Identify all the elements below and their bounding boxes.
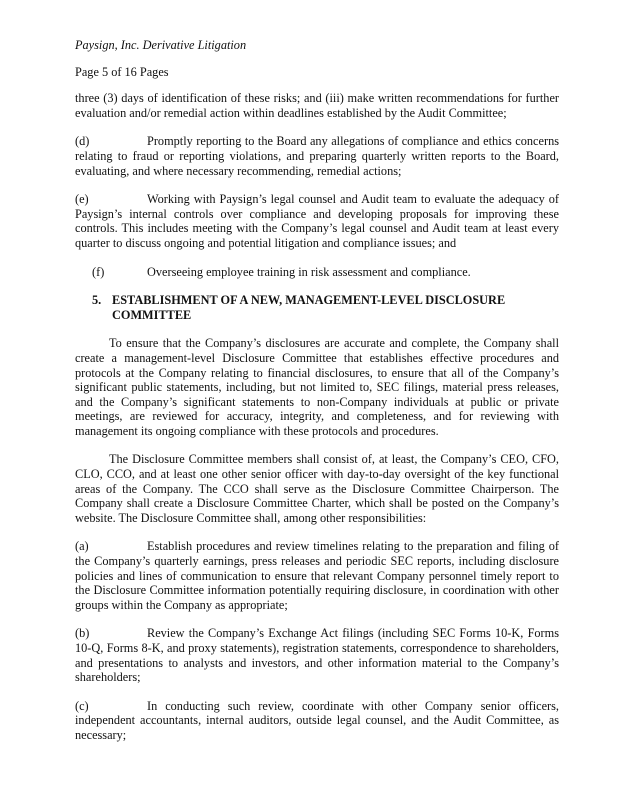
item-c <box>75 699 559 743</box>
document-header-title: Paysign, Inc. Derivative Litigation <box>75 38 247 52</box>
item-b <box>75 626 559 684</box>
item-d <box>75 134 559 178</box>
item-a <box>75 539 559 612</box>
item-a-label: (a) <box>75 539 89 554</box>
continued-paragraph: three (3) days of identification of these risks; and (iii) make written recommendations for further evaluation and/or remedial action within deadlines established by the Audit Committee; <box>75 91 559 120</box>
item-f-label: (f) <box>92 264 105 279</box>
section-5-number: 5. <box>92 293 102 308</box>
section-5-paragraph-1 <box>75 336 559 438</box>
item-e-label: (e) <box>75 192 89 207</box>
section-5-paragraph-2 <box>75 452 559 525</box>
item-f-text: Overseeing employee training in risk assessment and compliance. <box>147 264 471 279</box>
item-d-text: Promptly reporting to the Board any allegations of compliance and ethics concerns relating to fraud or reporting violations, and preparing quarterly written reports to the Board, evaluating, and where necessary recommending, remedial actions; <box>75 134 559 178</box>
item-b-text: Review the Company’s Exchange Act filings (including SEC Forms 10-K, Forms 10-Q, Forms 8-K, and proxy statements), registration statements, correspondence to shareholders, and presentations to analysts and investors, and other information material to the Company’s shareholders; <box>75 626 559 685</box>
item-c-label: (c) <box>75 698 89 713</box>
item-b-label: (b) <box>75 626 90 641</box>
item-c-text: In conducting such review, coordinate with other Company senior officers, independent accountants, internal auditors, outside legal counsel, and the Audit Committee, as necessary; <box>75 698 559 742</box>
item-d-label: (d) <box>75 134 90 149</box>
section-5-paragraph-1-text: To ensure that the Company’s disclosures are accurate and complete, the Company shall create a management-level Disclosure Committee that establishes effective procedures and protocols at the Company relating to financial disclosures, to ensure that all of the Company’s significant public statements, including, but not limited to, SEC filings, material press releases, and the Company’s significant statements to non-Company individuals at public or private meetings, are reviewed for accuracy, integrity, and completeness, and for reviewing with management its ongoing compliance with these protocols and procedures. <box>75 336 559 438</box>
section-5-paragraph-2-text: The Disclosure Committee members shall consist of, at least, the Company’s CEO, CFO, CLO, CCO, and at least one other senior officer with day-to-day oversight of the key functional areas of the Company. The CCO shall serve as the Disclosure Committee Chairperson. The Company shall create a Disclosure Committee Charter, which shall be posted on the Company’s website. The Disclosure Committee shall, among other responsibilities: <box>75 452 559 525</box>
page-number-label: Page 5 of 16 Pages <box>75 64 169 79</box>
section-5-title: ESTABLISHMENT OF A NEW, MANAGEMENT-LEVEL DISCLOSURE COMMITTEE <box>112 293 506 322</box>
item-e <box>75 192 559 250</box>
section-5-heading <box>75 293 559 322</box>
item-a-text: Establish procedures and review timelines relating to the preparation and filing of the Company’s quarterly earnings, press releases and periodic SEC reports, including disclosure policies and lines of communication to ensure that relevant Company personnel timely report to the Disclosure Committee information potentially requiring disclosure, in coordination with other groups within the Company as appropriate; <box>75 539 559 612</box>
item-f <box>75 265 559 280</box>
item-e-text: Working with Paysign’s legal counsel and Audit team to evaluate the adequacy of Paysign’s internal controls over compliance and developing proposals for improving these controls. This includes meeting with the Company’s legal counsel and Audit team at least every quarter to discuss ongoing and potential litigation and compliance issues; and <box>75 192 559 250</box>
